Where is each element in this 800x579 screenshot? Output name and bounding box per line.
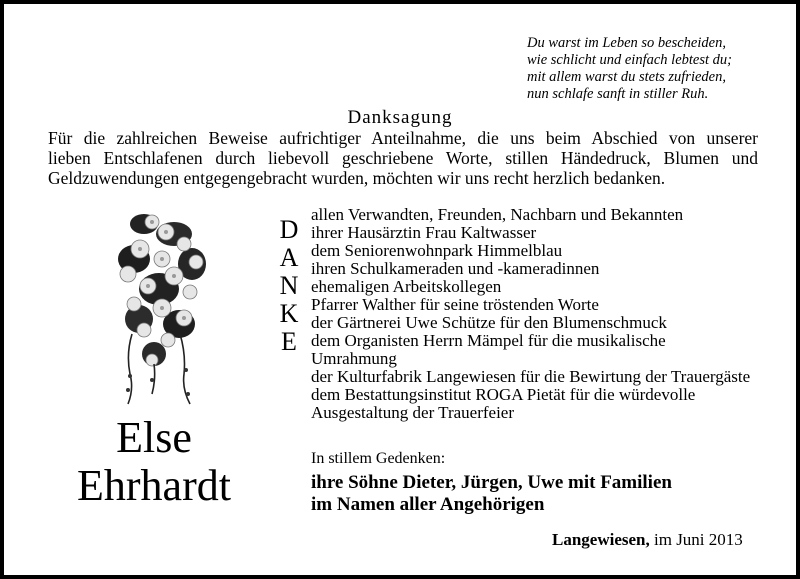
danke-letter: N: [279, 271, 299, 300]
thanks-line: Umrahmung: [311, 349, 397, 368]
danke-acrostic: [274, 216, 304, 356]
danke-letter: E: [281, 327, 297, 356]
thanks-line: allen Verwandten, Freunden, Nachbarn und Bekannten: [311, 205, 684, 224]
thanks-list: [311, 206, 781, 422]
poem-line: wie schlicht und einfach lebtest du;: [527, 52, 732, 68]
page-title: Danksagung: [347, 107, 453, 128]
intro-text: [48, 128, 758, 188]
poem-line: nun schlafe sanft in stiller Ruh.: [527, 86, 709, 102]
place: Langewiesen,: [552, 530, 650, 549]
orchid-bouquet-image: [104, 204, 224, 409]
thanks-line: ihren Schulkameraden und -kameradinnen: [311, 259, 600, 278]
intro-line: Für die zahlreichen Beweise aufrichtiger Anteilnahme, die uns beim Abschied von unserer: [48, 128, 758, 148]
intro-line: lieben Entschlafenen durch liebevoll geschriebene Worte, stillen Händedruck, Blumen und: [48, 148, 758, 168]
thanks-line: dem Seniorenwohnpark Himmelblau: [311, 241, 563, 260]
thanks-line: ehemaligen Arbeitskollegen: [311, 277, 502, 296]
signer-line: ihre Söhne Dieter, Jürgen, Uwe mit Familien: [311, 472, 672, 493]
thanks-line: der Kulturfabrik Langewiesen für die Bewirtung der Trauergäste: [311, 367, 751, 386]
poem-line: mit allem warst du stets zufrieden,: [527, 69, 726, 85]
signer-line: im Namen aller Angehörigen: [311, 494, 545, 515]
date: im Juni 2013: [654, 530, 743, 549]
danke-letter: A: [279, 243, 299, 272]
danke-letter: K: [279, 299, 299, 328]
poem-line: Du warst im Leben so bescheiden,: [527, 35, 726, 51]
deceased-name: [44, 414, 264, 510]
thanks-line: dem Bestattungsinstitut ROGA Pietät für die würdevolle: [311, 385, 696, 404]
thanks-line: Pfarrer Walther für seine tröstenden Worte: [311, 295, 599, 314]
last-name: Ehrhardt: [77, 461, 231, 510]
memory-label: In stillem Gedenken:: [311, 450, 446, 467]
thanks-line: der Gärtnerei Uwe Schütze für den Blumenschmuck: [311, 313, 667, 332]
thanks-line: ihrer Hausärztin Frau Kaltwasser: [311, 223, 537, 242]
thanks-line: dem Organisten Herrn Mämpel für die musikalische: [311, 331, 666, 350]
intro-line: Geldzuwendungen entgegengebracht wurden, möchten wir uns recht herzlich bedanken.: [48, 168, 666, 188]
poem: [527, 35, 777, 103]
place-date: [552, 530, 743, 550]
thanks-line: Ausgestaltung der Trauerfeier: [311, 403, 515, 422]
danke-letter: D: [279, 215, 299, 244]
first-name: Else: [116, 413, 192, 462]
signers: [311, 472, 672, 516]
